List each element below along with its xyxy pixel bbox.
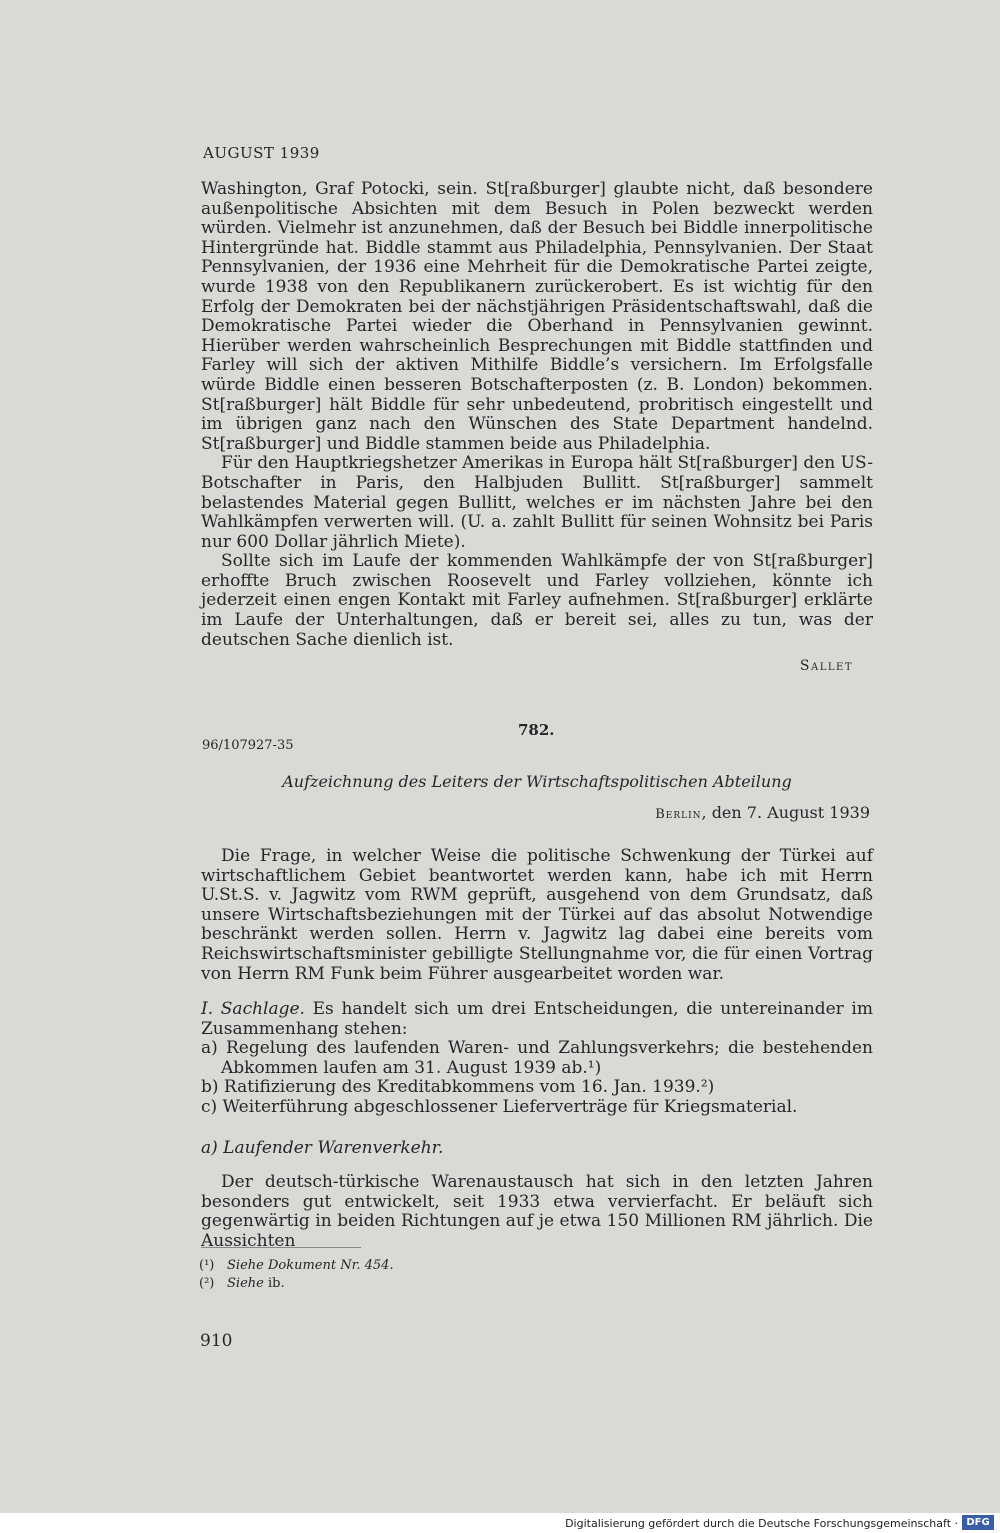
dateline-place: Berlin [655,807,702,822]
list-item: a) Regelung des laufenden Waren- und Zahlungsverkehrs; die bestehenden Abkommen laufen am 31. August 1939 ab.¹) [201,1038,873,1078]
paragraph: Washington, Graf Potocki, sein. St[raßburger] glaubte nicht, daß besondere außenpolitische Absichten mit dem Besuch in Polen bezweckt werden würden. Vielmehr ist anzunehmen, daß der Besuch bei Biddle innerpolitische Hintergründe hat. Biddle stammt aus Philadelphia, Pennsylvanien. Der Staat Pennsylvanien, der 1936 eine Mehrheit für die Demokratische Partei zeigte, wurde 1938 von den Republikanern zurückerobert. Es ist wichtig für den Erfolg der Demokraten bei der nächstjährigen Präsidentschaftswahl, daß die Demokratische Partei wieder die Oberhand in Pennsylvanien gewinnt. Hierüber werden wahrscheinlich Besprechungen mit Biddle stattfinden und Farley will sich der aktiven Mithilfe Biddle’s versichern. Im Erfolgsfalle würde Biddle einen besseren Botschafterposten (z. B. London) bekommen. St[raßburger] hält Biddle für sehr unbedeutend, probritisch eingestellt und im übrigen ganz nach den Wünschen des State Department handelnd. St[raßburger] und Biddle stammen beide aus Philadelphia. [201,179,873,454]
sachlage-label: I. Sachlage. [201,999,305,1019]
footer-credit: Digitalisierung gefördert durch die Deutsche Forschungsgemeinschaft · [565,1517,958,1530]
footnote-extra: ib. [263,1276,285,1291]
running-head: AUGUST 1939 [203,144,320,162]
text-block-intro [201,847,873,984]
paragraph: Die Frage, in welcher Weise die politische Schwenkung der Türkei auf wirtschaftlichem Gebiet beantwortet werden kann, habe ich mit Herrn U.St.S. v. Jagwitz vom RWM geprüft, ausgehend von dem Grundsatz, daß unsere Wirtschaftsbeziehungen mit der Türkei auf das absolut Notwendige beschränkt werden sollen. Herrn v. Jagwitz lag dabei eine bereits vom Reichswirtschaftsminister gebilligte Stellungnahme vor, die für einen Vortrag von Herrn RM Funk beim Führer ausgearbeitet worden war. [201,846,873,984]
footnote-number: (¹) [199,1258,215,1273]
paragraph: Für den Hauptkriegshetzer Amerikas in Europa hält St[raßburger] den US-Botschafter in Paris, den Halbjuden Bullitt. St[raßburger] sammelt belastendes Material gegen Bullitt, welches er im nächsten Jahre bei den Wahlkämpfen verwerten will. (U. a. zahlt Bullitt für seinen Wohnsitz bei Paris nur 600 Dollar jährlich Miete). [201,453,873,552]
dateline-date: , den 7. August 1939 [701,803,870,822]
list-item: b) Ratifizierung des Kreditabkommens vom 16. Jan. 1939.²) [201,1077,715,1098]
paragraph [201,1000,873,1039]
footnote-text: Siehe [227,1276,264,1291]
text-block-section-a [201,1173,873,1251]
paragraph: Der deutsch-türkische Warenaustausch hat sich in den letzten Jahren besonders gut entwickelt, seit 1933 etwa vervierfacht. Er beläuft sich gegenwärtig in beiden Richtungen auf je etwa 150 Millionen RM jährlich. Die Aussichten [201,1172,873,1251]
document-number: 782. [518,721,555,739]
signature: Sallet [799,658,853,674]
page-number: 910 [200,1331,233,1351]
text-block-continuation [201,180,873,650]
footnote-divider [201,1247,361,1248]
text-block-sachlage [201,1000,873,1118]
film-reference: 96/107927-35 [202,738,294,753]
document-title: Aufzeichnung des Leiters der Wirtschaftspolitischen Abteilung [282,772,792,791]
footnote-text: Siehe Dokument Nr. 454. [227,1258,394,1273]
sachlage-text: Es handelt sich um drei Entscheidungen, die untereinander im Zusammenhang stehen: [201,999,873,1039]
footnote [199,1257,394,1275]
list-item: c) Weiterführung abgeschlossener Lieferverträge für Kriegsmaterial. [201,1096,798,1117]
footnote [199,1275,394,1293]
footnotes [199,1257,394,1293]
dfg-logo-icon: DFG [962,1515,994,1530]
dateline [655,803,870,822]
section-heading: a) Laufender Warenverkehr. [201,1138,444,1158]
footnote-number: (²) [199,1276,215,1291]
paragraph: Sollte sich im Laufe der kommenden Wahlkämpfe der von St[raßburger] erhoffte Bruch zwischen Roosevelt und Farley vollziehen, könnte ich jederzeit einen engen Kontakt mit Farley aufnehmen. St[raßburger] erklärte im Laufe der Unterhaltungen, daß er bereit sei, alles zu tun, was der deutschen Sache dienlich ist. [201,551,873,650]
